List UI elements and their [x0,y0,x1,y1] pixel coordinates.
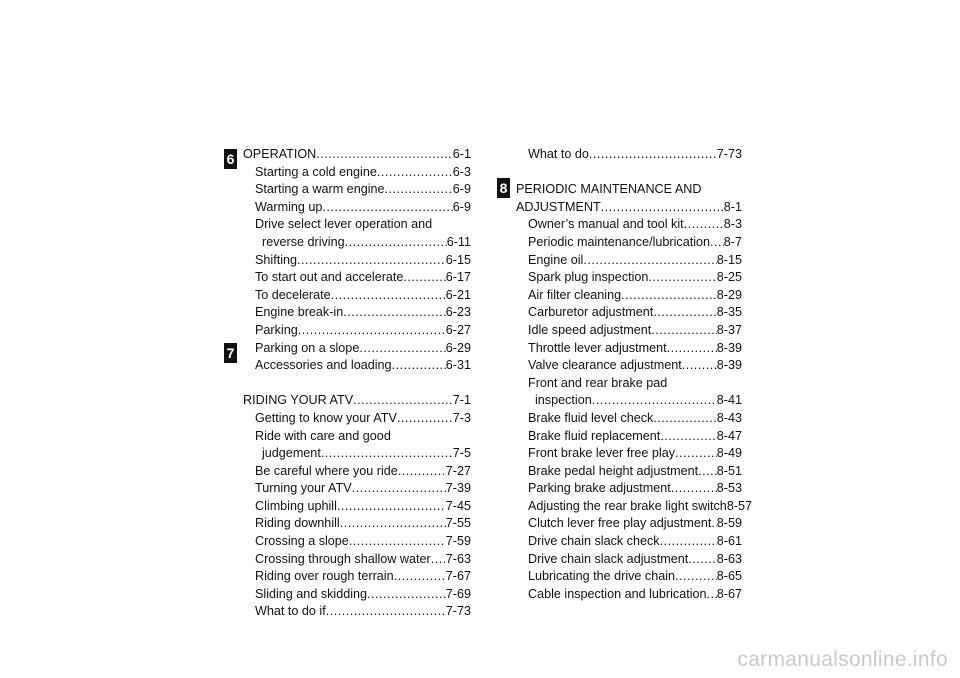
toc-entry[interactable] [243,445,471,463]
toc-entry[interactable] [516,340,742,358]
toc-entry[interactable] [243,304,471,322]
toc-entry-label: Drive chain slack check [528,534,660,549]
toc-entry[interactable] [243,568,471,586]
toc-entry-page: 7-5 [452,446,471,461]
toc-entry-page: 8-49 [716,446,742,461]
toc-entry[interactable] [243,216,471,234]
toc-entry-page: 8-41 [716,393,742,408]
section-tab-8: 8 [497,178,510,198]
toc-entry[interactable] [516,392,742,410]
toc-entry[interactable] [243,340,471,358]
toc-entry[interactable] [516,463,742,481]
toc-entry-page: 6-21 [445,287,471,302]
toc-entry-page: 7-27 [445,463,471,478]
toc-entry-label: ADJUSTMENT [516,199,601,214]
toc-entry[interactable] [243,252,471,270]
toc-entry-label: To decelerate [255,287,331,302]
toc-entry[interactable] [516,428,742,446]
dot-leader [589,146,717,164]
toc-entry[interactable] [516,375,742,393]
toc-entry-page: 6-9 [452,199,471,214]
toc-entry-label: reverse driving [262,234,345,249]
dot-leader [316,146,453,164]
toc-entry[interactable] [243,322,471,340]
dot-leader [340,515,446,533]
toc-entry-page: 7-39 [445,481,471,496]
toc-entry-label: Starting a cold engine [255,164,377,179]
toc-entry-label: RIDING YOUR ATV [243,393,354,408]
toc-entry-label: Brake pedal height adjustment [528,463,699,478]
toc-entry[interactable] [516,515,742,533]
toc-entry-page: 6-11 [446,234,471,249]
toc-entry-page: 6-15 [445,252,471,267]
toc-entry[interactable] [243,199,471,217]
toc-entry-page: 8-59 [716,516,742,531]
toc-entry[interactable] [243,586,471,604]
toc-entry[interactable] [516,322,742,340]
toc-entry-page: 7-67 [445,569,471,584]
toc-entry-label: Riding over rough terrain [255,569,394,584]
dot-leader [353,392,453,410]
toc-entry[interactable] [516,146,742,164]
toc-entry-label: Owner’s manual and tool kit [528,217,684,232]
toc-entry-page: 7-59 [445,534,471,549]
toc-entry-page: 8-47 [716,428,742,443]
toc-entry-label: Crossing through shallow water [255,551,431,566]
toc-entry-page: 8-35 [716,305,742,320]
dot-leader [322,199,452,217]
toc-entry-label: Adjusting the rear brake light switch [528,498,727,513]
toc-entry-page: 7-1 [452,393,471,408]
toc-entry[interactable] [243,603,471,621]
toc-entry-page: 6-17 [445,270,471,285]
toc-entry-label: Throttle lever adjustment [528,340,667,355]
toc-entry-label: Shifting [255,252,298,267]
toc-entry-label: PERIODIC MAINTENANCE AND [516,182,702,197]
dot-leader [345,234,447,252]
toc-right-column [516,146,753,603]
dot-leader [331,287,446,305]
toc-entry[interactable] [243,410,471,428]
dot-leader [352,480,446,498]
toc-entry-page: 8-25 [716,270,742,285]
toc-entry-label: To start out and accelerate [255,270,404,285]
toc-left-column [243,146,471,621]
toc-entry-label: Turning your ATV [255,481,352,496]
toc-entry-page: 6-9 [452,182,471,197]
dot-leader [349,533,446,551]
toc-entry-page: 8-29 [716,287,742,302]
toc-entry-label: Accessories and loading [255,358,392,373]
toc-entry-page: 7-45 [445,498,471,513]
dot-leader [653,304,716,322]
toc-spacer [243,375,471,393]
toc-entry-label: Crossing a slope [255,534,349,549]
toc-entry-label: Front brake lever free play [528,446,675,461]
dot-leader [359,340,445,358]
toc-entry-page: 8-1 [723,199,742,214]
dot-leader [367,586,446,604]
dot-leader [337,498,446,516]
section-tab-7: 7 [224,343,237,363]
toc-entry-label: Clutch lever free play adjustment [528,516,712,531]
dot-leader [710,234,724,252]
toc-entry-label: Carburetor adjustment [528,305,654,320]
toc-chapter-entry[interactable] [516,199,742,217]
dot-leader [675,445,717,463]
toc-entry[interactable] [516,287,742,305]
dot-leader [392,357,446,375]
toc-entry-page: 8-67 [716,586,742,601]
toc-entry-label: judgement [262,446,321,461]
toc-entry-label: Drive select lever operation and [255,217,433,232]
toc-entry-page: 8-51 [716,463,742,478]
dot-leader [621,287,717,305]
toc-entry[interactable] [516,586,742,604]
toc-entry-label: Front and rear brake pad [528,375,668,390]
toc-entry-label: Idle speed adjustment [528,322,652,337]
dot-leader [707,586,717,604]
dot-leader [671,480,717,498]
toc-entry-label: Warming up [255,199,323,214]
toc-entry-label: Brake fluid level check [528,410,654,425]
toc-entry-label: Engine break-in [255,305,344,320]
toc-entry-label: Getting to know your ATV [255,410,397,425]
section-tab-6: 6 [224,149,237,169]
dot-leader [688,551,716,569]
toc-chapter-entry[interactable] [243,392,471,410]
toc-entry-page: 8-53 [716,481,742,496]
toc-entry[interactable] [243,498,471,516]
toc-entry-label: Riding downhill [255,516,340,531]
toc-entry[interactable] [243,533,471,551]
toc-entry-label: Periodic maintenance/lubrication [528,234,711,249]
toc-entry-label: Valve clearance adjustment [528,358,682,373]
toc-entry-page: 8-57 [726,498,753,513]
toc-entry-page: 7-55 [445,516,471,531]
toc-entry-page: 7-73 [445,604,471,619]
dot-leader [648,269,716,287]
toc-entry-page: 8-61 [716,534,742,549]
toc-entry[interactable] [516,445,742,463]
dot-leader [660,428,716,446]
toc-entry-label: Air filter cleaning [528,287,622,302]
toc-entry[interactable] [243,463,471,481]
toc-entry-label: Sliding and skidding [255,586,368,601]
watermark: carmanualsonline.info [737,648,948,671]
toc-entry[interactable] [516,551,742,569]
toc-entry-label: Brake fluid replacement [528,428,661,443]
dot-leader [326,603,446,621]
toc-entry-page: 8-65 [716,569,742,584]
toc-entry-page: 8-39 [716,340,742,355]
toc-entry[interactable] [516,410,742,428]
toc-entry-page: 8-3 [723,217,742,232]
toc-entry-page: 7-63 [445,551,471,566]
toc-entry-page: 8-43 [716,410,742,425]
toc-entry-page: 7-3 [452,410,471,425]
toc-entry-label: OPERATION [243,147,317,161]
toc-entry[interactable] [516,480,742,498]
toc-entry-page: 6-31 [445,358,471,373]
toc-entry-label: Spark plug inspection [528,270,649,285]
dot-leader [698,463,717,481]
toc-entry[interactable] [243,428,471,446]
toc-entry-page: 8-37 [716,322,742,337]
dot-leader [653,410,716,428]
dot-leader [651,322,717,340]
toc-entry-label: inspection [535,393,592,408]
toc-entry-label: Parking on a slope [255,340,360,355]
toc-entry[interactable] [516,498,753,516]
toc-entry-label: Drive chain slack adjustment [528,551,689,566]
toc-entry[interactable] [243,181,471,199]
toc-entry-label: Cable inspection and lubrication [528,586,707,601]
toc-entry-label: Engine oil [528,252,584,267]
toc-spacer [516,164,742,182]
toc-entry[interactable] [516,234,742,252]
toc-entry-page: 6-23 [445,305,471,320]
toc-entry-label: What to do if [255,604,326,619]
toc-entry-page: 6-29 [445,340,471,355]
dot-leader [321,445,453,463]
toc-entry-label: Climbing uphill [255,498,337,513]
dot-leader [343,304,446,322]
toc-entry[interactable] [516,216,742,234]
dot-leader [394,568,446,586]
toc-entry-page: 8-15 [716,252,742,267]
toc-entry-label: Lubricating the drive chain [528,569,676,584]
toc-entry[interactable] [243,357,471,375]
toc-chapter-entry[interactable] [516,181,742,199]
toc-entry[interactable] [243,480,471,498]
toc-entry[interactable] [243,287,471,305]
toc-entry-label: What to do [528,147,589,161]
toc-entry[interactable] [516,357,742,375]
toc-entry[interactable] [516,304,742,322]
dot-leader [583,252,716,270]
toc-entry-page: 8-7 [723,234,742,249]
dot-leader [601,199,724,217]
toc-entry-label: Starting a warm engine [255,182,385,197]
dot-leader [682,357,717,375]
toc-entry-page: 6-3 [452,164,471,179]
dot-leader [431,551,446,569]
toc-chapter-entry[interactable] [243,146,471,164]
dot-leader [397,410,453,428]
dot-leader [403,269,445,287]
toc-entry-page: 7-69 [445,586,471,601]
dot-leader [675,568,717,586]
toc-entry[interactable] [516,533,742,551]
dot-leader [592,392,717,410]
dot-leader [298,322,446,340]
toc-entry-label: Parking brake adjustment [528,481,671,496]
toc-entry[interactable] [243,164,471,182]
toc-entry-page: 8-63 [716,551,742,566]
dot-leader [667,340,717,358]
toc-entry[interactable] [243,551,471,569]
dot-leader [660,533,717,551]
toc-entry-page: 8-39 [716,358,742,373]
toc-entry[interactable] [243,234,471,252]
toc-entry[interactable] [243,515,471,533]
toc-entry-page: 7-73 [716,147,742,161]
toc-entry[interactable] [516,269,742,287]
toc-entry[interactable] [516,252,742,270]
toc-entry-label: Parking [255,322,298,337]
toc-entry-page: 6-1 [452,147,471,161]
toc-entry-page: 6-27 [445,322,471,337]
dot-leader [377,164,453,182]
toc-entry[interactable] [516,568,742,586]
dot-leader [385,181,453,199]
dot-leader [297,252,446,270]
dot-leader [398,463,446,481]
dot-leader [684,216,724,234]
toc-entry[interactable] [243,269,471,287]
toc-entry-label: Ride with care and good [255,428,391,443]
toc-entry-label: Be careful where you ride [255,463,398,478]
